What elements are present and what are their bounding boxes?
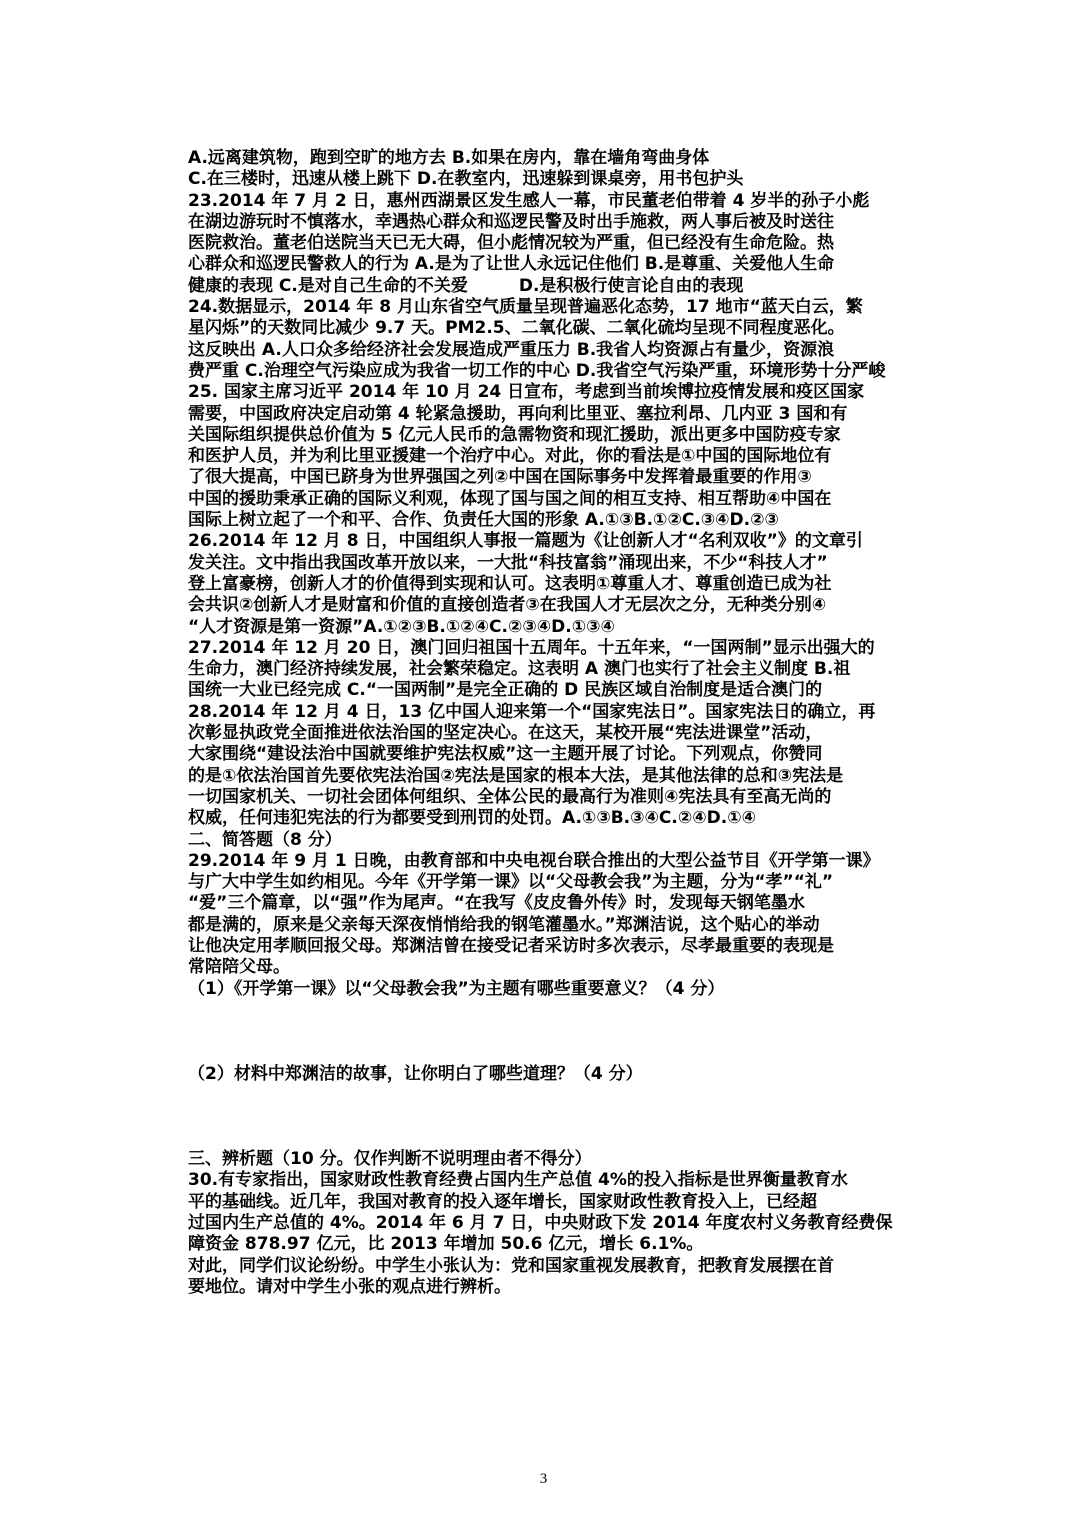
text-line: 星闪烁”的天数同比减少 9.7 天。PM2.5、二氧化碳、二氧化硫均呈现不同程度恶化。 [188,318,845,339]
text-line: 生命力，澳门经济持续发展，社会繁荣稳定。这表明 A 澳门也实行了社会主义制度 B.祖 [188,659,851,680]
text-line: 的是①依法治国首先要依宪法治国②宪法是国家的根本大法，是其他法律的总和③宪法是 [188,765,844,786]
section3-text-line: 对此，同学们议论纷纷。中学生小张认为：党和国家重视发展教育，把教育发展摆在首 [188,1255,834,1276]
text-line: 次彰显执政党全面推进依法治国的坚定决心。在这天，某校开展“宪法进课堂”活动， [188,723,823,744]
questions-22-29-block [188,148,904,1000]
exam-content [188,148,904,1298]
section3-text-line: 三、辨析题（10 分。仅作判断不说明理由者不得分） [188,1149,592,1170]
page-number: 3 [539,1471,548,1487]
text-line: 中国的援助秉承正确的国际义利观，体现了国与国之间的相互支持、相互帮助④中国在 [188,488,832,509]
text-line: 25. 国家主席习近平 2014 年 10 月 24 日宣布，考虑到当前埃博拉疫情发展和疫区国家 [188,382,865,403]
section3-text-line: 30.有专家指出，国家财政性教育经费占国内生产总值 4%的投入指标是世界衡量教育水 [188,1170,848,1191]
section-3-block [188,1149,904,1298]
section3-text-line: 平的基础线。近几年，我国对教育的投入逐年增长，国家财政性教育投入上，已经超 [188,1191,817,1212]
text-line: 都是满的，原来是父亲每天深夜悄悄给我的钢笔灌墨水。”郑渊洁说，这个贴心的举动 [188,914,820,935]
text-line: 让他决定用孝顺回报父母。郑渊洁曾在接受记者采访时多次表示，尽孝最重要的表现是 [188,935,834,956]
text-line: 登上富豪榜，创新人才的价值得到实现和认可。这表明①尊重人才、尊重创造已成为社 [188,573,832,594]
text-line: 一切国家机关、一切社会团体何组织、全体公民的最高行为准则④宪法具有至高无尚的 [188,786,832,807]
text-line: 二、简答题（8 分） [188,829,342,850]
text-line: “爱”三个篇章，以“强”作为尾声。“在我写《皮皮鲁外传》时，发现每天钢笔墨水 [188,893,805,914]
text-line: 健康的表现 C.是对自己生命的不关爱 D.是积极行使言论自由的表现 [188,275,744,296]
text-line: 会共识②创新人才是财富和价值的直接创造者③在我国人才无层次之分，无种类分别④ [188,595,827,616]
text-line: 心群众和巡逻民警救人的行为 A.是为了让世人永远记住他们 B.是尊重、关爱他人生命 [188,254,835,275]
text-line: 需要，中国政府决定启动第 4 轮紧急援助，再向利比里亚、塞拉利昂、几内亚 3 国和有 [188,403,848,424]
text-line: 发关注。文中指出我国改革开放以来，一大批“科技富翁”涌现出来，不少“科技人才” [188,552,828,573]
text-line: 和医护人员，并为利比里亚援建一个治疗中心。对此，你的看法是①中国的国际地位有 [188,446,832,467]
text-line: 28.2014 年 12 月 4 日，13 亿中国人迎来第一个“国家宪法日”。国家宪法日的确立，再 [188,701,876,722]
text-line: 了很大提高，中国已跻身为世界强国之列②中国在国际事务中发挥着最重要的作用③ [188,467,812,488]
text-line: A.远离建筑物，跑到空旷的地方去 B.如果在房内，靠在墙角弯曲身体 [188,148,710,168]
text-line: 费严重 C.治理空气污染应成为我省一切工作的中心 D.我省空气污染严重，环境形势十分严峻 [188,360,886,381]
text-line: “人才资源是第一资源”A.①②③B.①②④C.②③④D.①③④ [188,616,615,637]
section3-text-line: 过国内生产总值的 4%。2014 年 6 月 7 日，中央财政下发 2014 年度农村义务教育经费保 [188,1213,893,1234]
section3-text-line: 要地位。请对中学生小张的观点进行辨析。 [188,1276,511,1297]
text-line: 27.2014 年 12 月 20 日，澳门回归祖国十五周年。十五年来，“一国两制”显示出强大的 [188,637,875,658]
text-line: 26.2014 年 12 月 8 日，中国组织人事报一篇题为《让创新人才“名利双收”》的文章引 [188,531,863,552]
text-line: 在湖边游玩时不慎落水，幸遇热心群众和巡逻民警及时出手施救，两人事后被及时送往 [188,211,834,232]
question-29-part2: （2）材料中郑渊洁的故事，让你明白了哪些道理？（4 分） [188,1063,643,1084]
text-line: 24.数据显示，2014 年 8 月山东省空气质量呈现普遍恶化态势，17 地市“蓝天白云，繁 [188,297,863,318]
section3-text-line: 障资金 878.97 亿元，比 2013 年增加 50.6 亿元，增长 6.1%。 [188,1234,704,1255]
text-line: 23.2014 年 7 月 2 日，惠州西湖景区发生感人一幕，市民董老伯带着 4 岁半的孙子小彪 [188,190,870,211]
text-line: 关国际组织提供总价值为 5 亿元人民币的急需物资和现汇援助，派出更多中国防疫专家 [188,424,841,445]
text-line: 29.2014 年 9 月 1 日晚，由教育部和中央电视台联合推出的大型公益节目《开学第一课》 [188,850,880,871]
text-line: C.在三楼时，迅速从楼上跳下 D.在教室内，迅速躲到课桌旁，用书包护头 [188,169,744,190]
text-line: 医院救治。董老伯送院当天已无大碍，但小彪情况较为严重，但已经没有生命危险。热 [188,233,834,254]
text-line: 常陪陪父母。 [188,957,290,978]
text-line: 国统一大业已经完成 C.“一国两制”是完全正确的 D 民族区域自治制度是适合澳门的 [188,680,823,701]
text-line: 与广大中学生如约相见。今年《开学第一课》以“父母教会我”为主题，分为“孝”“礼” [188,872,834,893]
text-line: 大家围绕“建设法治中国就要维护宪法权威”这一主题开展了讨论。下列观点，你赞同 [188,744,823,765]
text-line: 这反映出 A.人口众多给经济社会发展造成严重压力 B.我省人均资源占有量少，资源浪 [188,339,835,360]
answer-space-29-1 [188,1000,904,1064]
text-line: 权威，任何违犯宪法的行为都要受到刑罚的处罚。A.①③B.③④C.②④D.①④ [188,808,756,829]
text-line: 国际上树立起了一个和平、合作、负责任大国的形象 A.①③B.①②C.③④D.②③ [188,510,779,531]
text-line: （1）《开学第一课》以“父母教会我”为主题有哪些重要意义？（4 分） [188,978,725,999]
answer-space-29-2 [188,1085,904,1149]
